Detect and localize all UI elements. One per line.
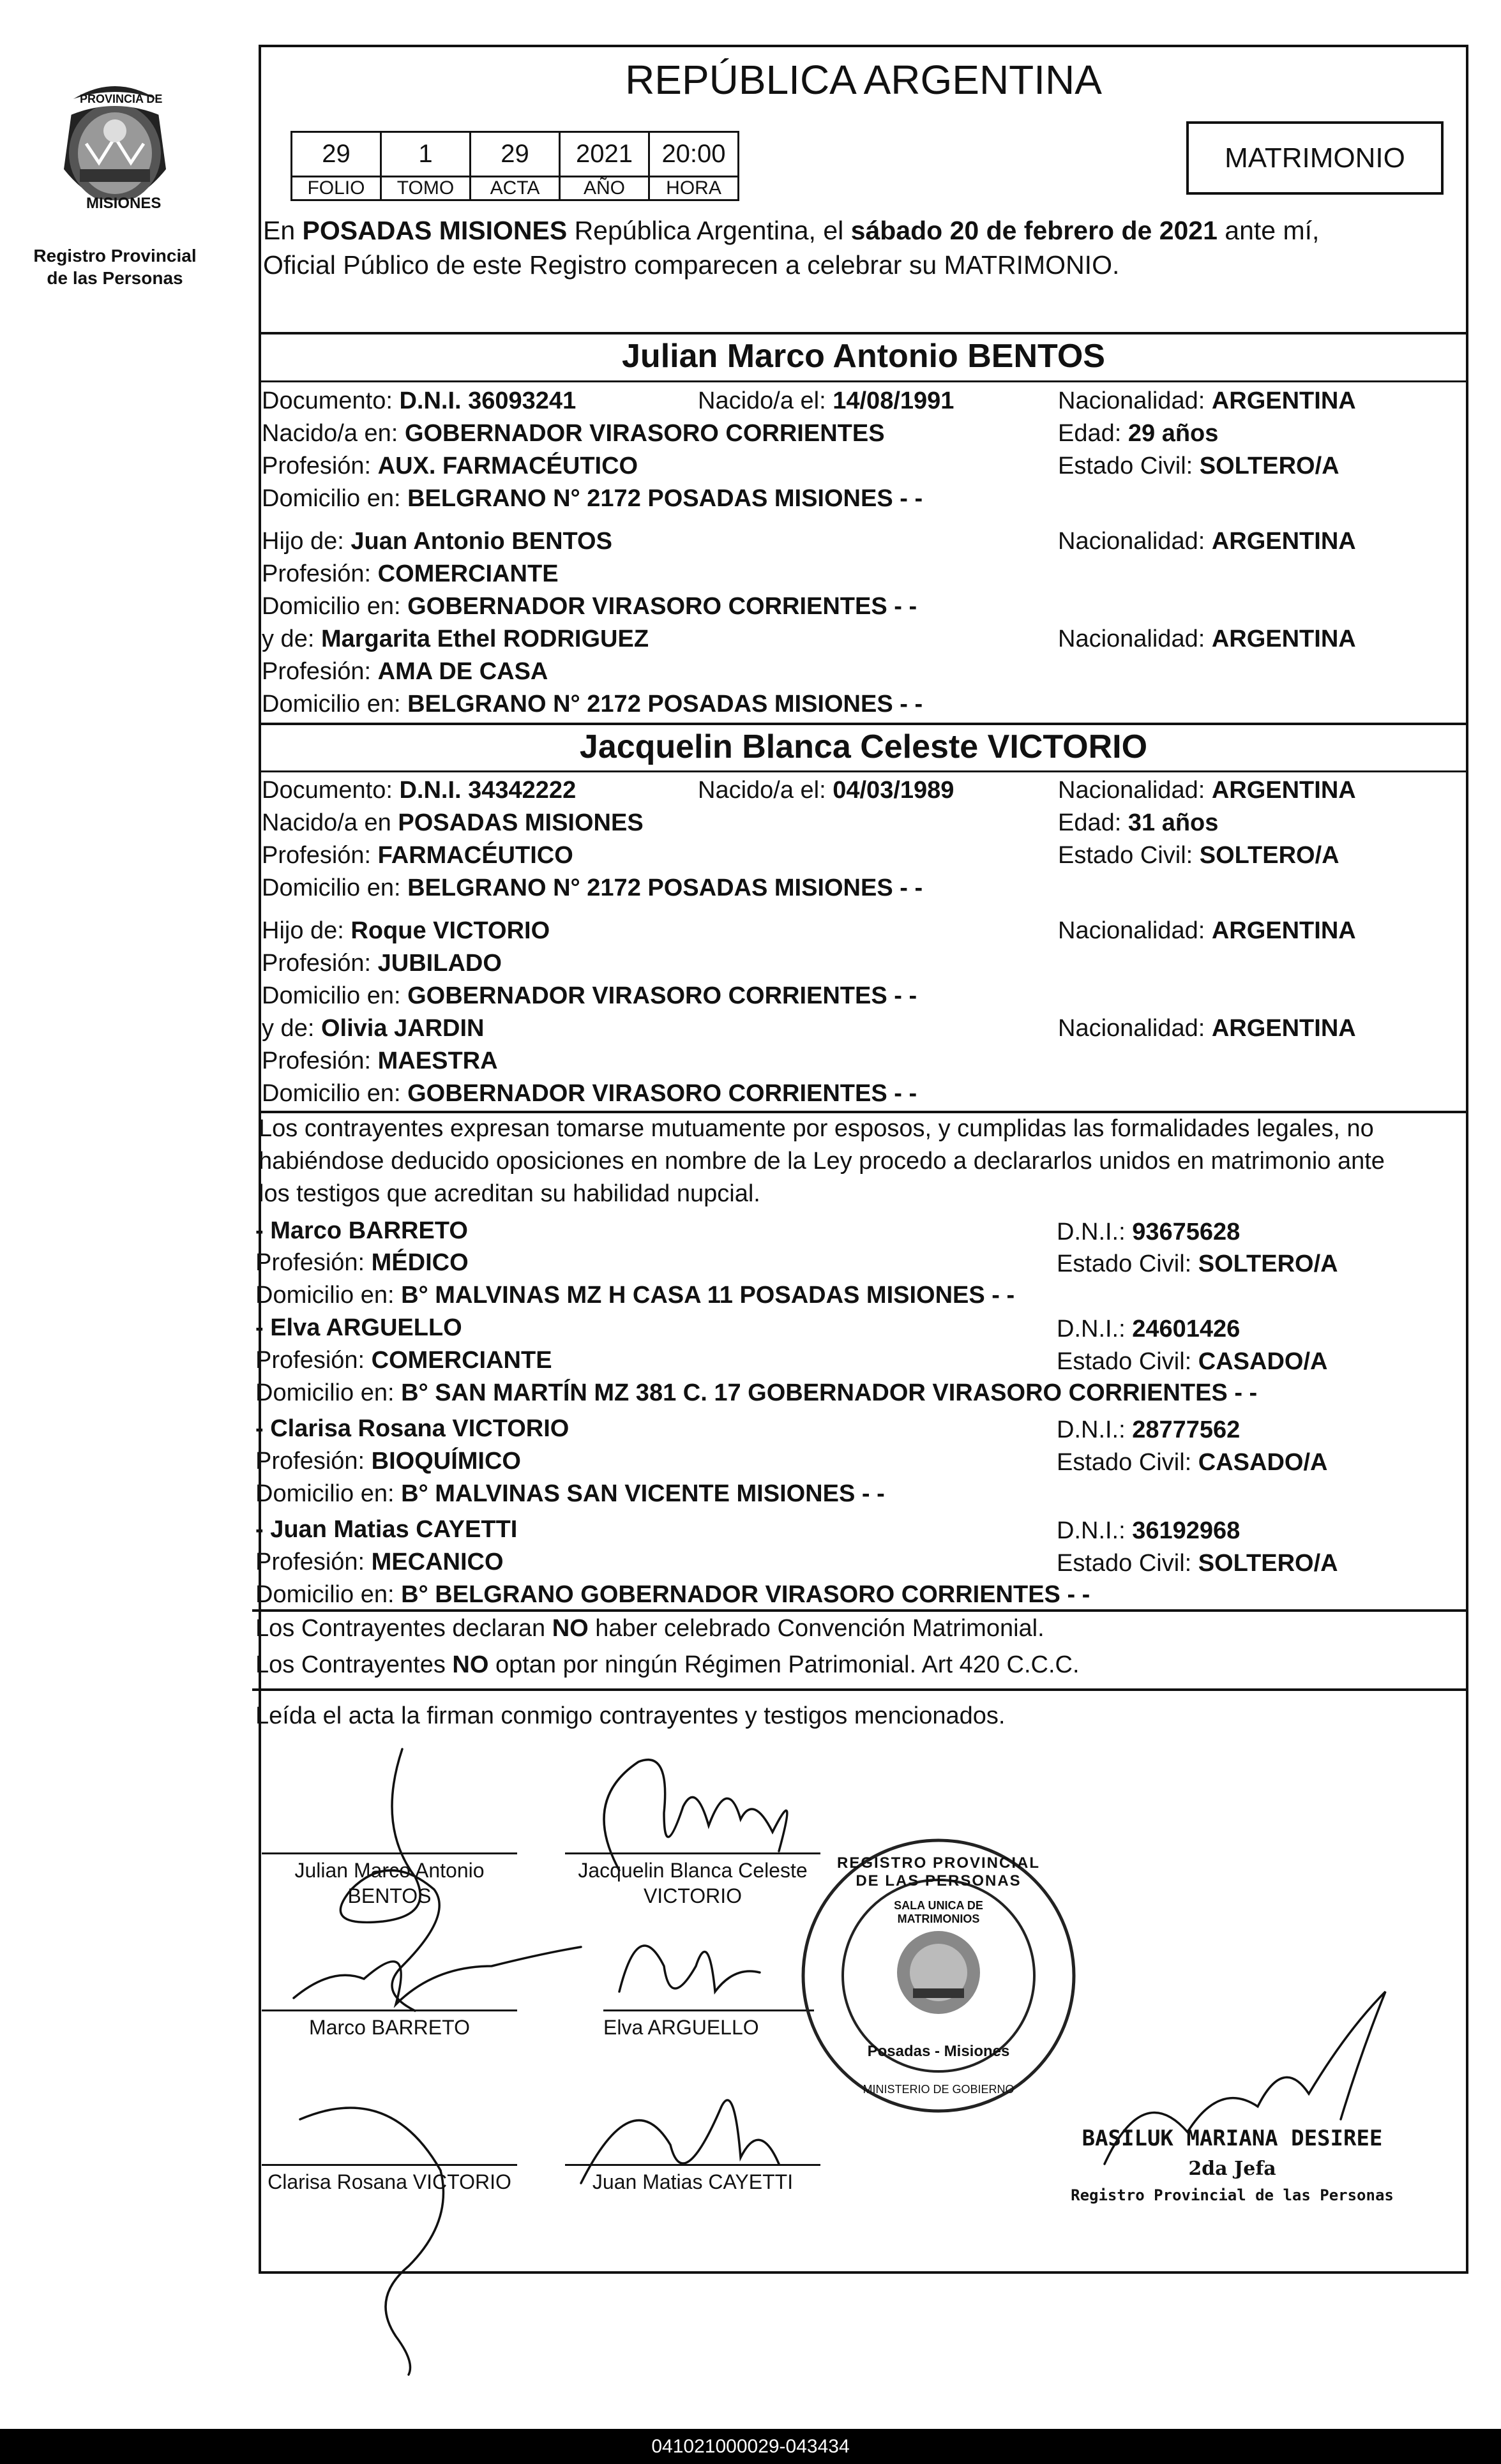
value: GOBERNADOR VIRASORO CORRIENTES - - xyxy=(407,982,917,1009)
value: JUBILADO xyxy=(377,950,502,977)
value: CASADO/A xyxy=(1198,1348,1328,1375)
label: Edad: xyxy=(1058,420,1122,447)
field-folio-label: FOLIO xyxy=(290,176,382,201)
label: Profesión: xyxy=(255,1249,365,1276)
value: B° MALVINAS MZ H CASA 11 POSADAS MISIONES - - xyxy=(401,1282,1015,1309)
label: D.N.I.: xyxy=(1057,1316,1126,1342)
intro-date: sábado 20 de febrero de 2021 xyxy=(850,216,1218,245)
witness-3-dom xyxy=(255,1479,885,1508)
convention-line-2 xyxy=(255,1650,1080,1679)
label: D.N.I.: xyxy=(1057,1416,1126,1443)
value: 14/08/1991 xyxy=(833,387,954,414)
label: Nacionalidad: xyxy=(1058,626,1205,652)
label: y de: xyxy=(262,626,315,652)
label: Estado Civil: xyxy=(1057,1449,1192,1476)
divider xyxy=(259,1111,1468,1113)
value: SOLTERO/A xyxy=(1199,842,1339,869)
declaration-line-3: los testigos que acreditan su habilidad nupcial. xyxy=(259,1180,760,1207)
label: Documento: xyxy=(262,387,393,414)
signature-barreto xyxy=(294,1947,581,2004)
sig-2-line-a: Jacquelin Blanca Celeste xyxy=(578,1859,808,1882)
c1-father xyxy=(262,527,612,556)
intro-line-1 xyxy=(263,216,1319,245)
witness-4-dom xyxy=(255,1580,1090,1609)
c2-mother-nat xyxy=(1058,1014,1356,1043)
value: Juan Antonio BENTOS xyxy=(351,528,612,555)
label: Profesión: xyxy=(262,658,372,685)
footer-code: 041021000029-043434 xyxy=(651,2436,850,2457)
signature-bentos xyxy=(340,1749,439,2011)
sig-1-line-b: BENTOS xyxy=(347,1884,432,1907)
field-anio-value: 2021 xyxy=(559,131,650,177)
contrayente1-name: Julian Marco Antonio BENTOS xyxy=(622,338,1105,375)
logo-emblem-bottom: MISIONES xyxy=(86,195,162,212)
sig-1-line-a: Julian Marco Antonio xyxy=(294,1859,485,1882)
c1-prof xyxy=(262,451,638,481)
official-stamp xyxy=(798,1835,1079,2116)
c2-civil xyxy=(1058,841,1339,870)
c2-age xyxy=(1058,808,1218,838)
value: D.N.I. 34342222 xyxy=(399,777,577,804)
label: D.N.I.: xyxy=(1057,1219,1126,1245)
witness-1-civil xyxy=(1057,1249,1338,1279)
value: ARGENTINA xyxy=(1211,387,1356,414)
value: D.N.I. 36093241 xyxy=(399,387,577,414)
logo-emblem-top: PROVINCIA DE xyxy=(80,93,163,105)
witness-4-prof xyxy=(255,1547,504,1577)
c1-nat xyxy=(1058,386,1356,416)
c2-dom xyxy=(262,873,923,903)
intro-line-2: Oficial Público de este Registro comparecen a celebrar su MATRIMONIO. xyxy=(263,250,1120,280)
contrayente2-name: Jacquelin Blanca Celeste VICTORIO xyxy=(579,728,1148,765)
declaration-line-1: Los contrayentes expresan tomarse mutuamente por esposos, y cumplidas las formalidades legales, no xyxy=(259,1115,1374,1142)
label: Profesión: xyxy=(262,453,372,479)
label: Nacionalidad: xyxy=(1058,387,1205,414)
province-logo xyxy=(35,73,195,233)
value: B° SAN MARTÍN MZ 381 C. 17 GOBERNADOR VIRASORO CORRIENTES - - xyxy=(401,1379,1258,1406)
page-title: REPÚBLICA ARGENTINA xyxy=(625,57,1102,103)
witness-2-name: - Elva ARGUELLO xyxy=(255,1314,462,1341)
value: SOLTERO/A xyxy=(1199,453,1339,479)
c1-age xyxy=(1058,419,1218,448)
c2-mother xyxy=(262,1014,484,1043)
divider xyxy=(259,770,1468,772)
intro-text: ante mí, xyxy=(1217,216,1320,245)
divider xyxy=(252,1609,1468,1612)
c2-born xyxy=(698,776,954,805)
value: BELGRANO N° 2172 POSADAS MISIONES - - xyxy=(407,485,923,512)
stamp-bottom-text: Posadas - Misiones xyxy=(867,2043,1010,2060)
field-hora-label: HORA xyxy=(648,176,739,201)
c1-mother xyxy=(262,624,649,654)
value: 29 años xyxy=(1128,420,1219,447)
value: GOBERNADOR VIRASORO CORRIENTES xyxy=(404,420,885,447)
stamp-inner-text: SALA UNICA DE MATRIMONIOS xyxy=(894,1899,983,1925)
sig-4-label: Elva ARGUELLO xyxy=(603,2016,759,2039)
value: SOLTERO/A xyxy=(1198,1251,1338,1277)
text: haber celebrado Convención Matrimonial. xyxy=(588,1615,1045,1642)
stamp-ministry: MINISTERIO DE GOBIERNO xyxy=(863,2083,1014,2096)
c1-dom xyxy=(262,484,923,513)
text: optan por ningún Régimen Patrimonial. Art 420 C.C.C. xyxy=(488,1651,1080,1678)
c2-mother-prof xyxy=(262,1046,498,1076)
footer-bar xyxy=(0,2429,1501,2464)
label: Hijo de: xyxy=(262,917,344,944)
c1-doc xyxy=(262,386,576,416)
label: Estado Civil: xyxy=(1057,1251,1192,1277)
value: Margarita Ethel RODRIGUEZ xyxy=(321,626,649,652)
label: Estado Civil: xyxy=(1058,453,1193,479)
value: MECANICO xyxy=(371,1549,504,1575)
label: y de: xyxy=(262,1015,315,1042)
official-name: BASILUK MARIANA DESIREE xyxy=(1082,2126,1383,2151)
c2-father xyxy=(262,916,550,945)
label: Profesión: xyxy=(255,1448,365,1475)
value: ARGENTINA xyxy=(1211,1015,1356,1042)
value: FARMACÉUTICO xyxy=(377,842,573,869)
value: BELGRANO N° 2172 POSADAS MISIONES - - xyxy=(407,875,923,901)
value: ARGENTINA xyxy=(1211,917,1356,944)
sig-2-line-b: VICTORIO xyxy=(643,1884,743,1907)
value: COMERCIANTE xyxy=(377,560,559,587)
label: Domicilio en: xyxy=(255,1282,395,1309)
field-acta-label: ACTA xyxy=(469,176,561,201)
declaration-line-2: habiéndose deducido oposiciones en nombre de la Ley procedo a declararlos unidos en matrimonio ante xyxy=(259,1148,1385,1175)
label: Nacido/a en: xyxy=(262,420,398,447)
label: Profesión: xyxy=(262,560,372,587)
sig-6-label: Juan Matias CAYETTI xyxy=(592,2170,794,2193)
intro-text: En xyxy=(263,216,303,245)
witness-3-civil xyxy=(1057,1448,1327,1477)
label: Profesión: xyxy=(255,1549,365,1575)
witness-2-civil xyxy=(1057,1347,1327,1376)
label: Profesión: xyxy=(262,1048,372,1074)
value: GOBERNADOR VIRASORO CORRIENTES - - xyxy=(407,1080,917,1107)
signature-cayetti xyxy=(581,2100,779,2183)
witness-1-dni xyxy=(1057,1217,1240,1247)
label: Domicilio en: xyxy=(262,593,401,620)
label: Estado Civil: xyxy=(1057,1550,1192,1577)
witness-4-name: - Juan Matias CAYETTI xyxy=(255,1516,518,1543)
label: D.N.I.: xyxy=(1057,1517,1126,1544)
value: CASADO/A xyxy=(1198,1449,1328,1476)
label: Estado Civil: xyxy=(1057,1348,1192,1375)
value: 28777562 xyxy=(1132,1416,1241,1443)
c1-father-prof xyxy=(262,559,559,589)
label: Domicilio en: xyxy=(262,485,401,512)
label: Nacido/a el: xyxy=(698,777,826,804)
intro-place: POSADAS MISIONES xyxy=(302,216,568,245)
sig-3-label: Marco BARRETO xyxy=(309,2016,470,2039)
c1-father-dom xyxy=(262,592,917,621)
field-acta-value: 29 xyxy=(469,131,561,177)
value: POSADAS MISIONES xyxy=(398,809,644,836)
emphasis: NO xyxy=(452,1651,489,1678)
value: B° MALVINAS SAN VICENTE MISIONES - - xyxy=(401,1480,885,1507)
field-folio-value: 29 xyxy=(290,131,382,177)
c1-civil xyxy=(1058,451,1339,481)
text: Los Contrayentes declaran xyxy=(255,1615,552,1642)
c2-doc xyxy=(262,776,576,805)
record-type-box: MATRIMONIO xyxy=(1186,121,1444,195)
value: BELGRANO N° 2172 POSADAS MISIONES - - xyxy=(407,691,923,717)
logo-caption-1: Registro Provincial xyxy=(33,246,197,266)
witness-1-prof xyxy=(255,1248,469,1277)
witness-1-dom xyxy=(255,1281,1014,1310)
label: Profesión: xyxy=(262,842,372,869)
value: ARGENTINA xyxy=(1211,528,1356,555)
value: 93675628 xyxy=(1132,1219,1241,1245)
label: Edad: xyxy=(1058,809,1122,836)
value: 36192968 xyxy=(1132,1517,1241,1544)
c1-mother-nat xyxy=(1058,624,1356,654)
field-anio-label: AÑO xyxy=(559,176,650,201)
label: Profesión: xyxy=(255,1347,365,1374)
witness-4-dni xyxy=(1057,1516,1240,1545)
convention-line-1 xyxy=(255,1614,1045,1643)
witness-3-name: - Clarisa Rosana VICTORIO xyxy=(255,1415,569,1442)
official-title: 2da Jefa xyxy=(1188,2158,1276,2180)
value: 24601426 xyxy=(1132,1316,1241,1342)
label: Documento: xyxy=(262,777,393,804)
label: Domicilio en: xyxy=(255,1480,395,1507)
signature-rosana xyxy=(300,2108,443,2375)
text: Los Contrayentes xyxy=(255,1651,453,1678)
c1-mother-prof xyxy=(262,657,548,686)
emphasis: NO xyxy=(552,1615,589,1642)
signature-victorio xyxy=(604,1760,787,1870)
witness-4-civil xyxy=(1057,1549,1338,1578)
c2-place xyxy=(262,808,644,838)
c1-mother-dom xyxy=(262,689,923,719)
value: SOLTERO/A xyxy=(1198,1550,1338,1577)
c2-father-dom xyxy=(262,981,917,1010)
logo-caption-2: de las Personas xyxy=(47,268,183,288)
witness-2-dni xyxy=(1057,1314,1240,1344)
label: Domicilio en: xyxy=(262,982,401,1009)
c2-father-prof xyxy=(262,949,502,978)
witness-3-prof xyxy=(255,1446,521,1476)
label: Nacionalidad: xyxy=(1058,777,1205,804)
c1-born xyxy=(698,386,954,416)
value: AMA DE CASA xyxy=(377,658,548,685)
value: B° BELGRANO GOBERNADOR VIRASORO CORRIENTES - - xyxy=(401,1581,1090,1608)
witness-1-name: - Marco BARRETO xyxy=(255,1217,468,1244)
c1-place xyxy=(262,419,885,448)
c2-father-nat xyxy=(1058,916,1356,945)
label: Nacionalidad: xyxy=(1058,917,1205,944)
value: GOBERNADOR VIRASORO CORRIENTES - - xyxy=(407,593,917,620)
value: 04/03/1989 xyxy=(833,777,954,804)
label: Profesión: xyxy=(262,950,372,977)
intro-text: República Argentina, el xyxy=(567,216,851,245)
value: 31 años xyxy=(1128,809,1219,836)
label: Nacionalidad: xyxy=(1058,528,1205,555)
value: Olivia JARDIN xyxy=(321,1015,485,1042)
label: Nacido/a el: xyxy=(698,387,826,414)
label: Estado Civil: xyxy=(1058,842,1193,869)
signature-arguello xyxy=(619,1946,760,1992)
label: Domicilio en: xyxy=(262,875,401,901)
field-hora-value: 20:00 xyxy=(648,131,739,177)
label: Nacido/a en xyxy=(262,809,391,836)
value: MAESTRA xyxy=(377,1048,498,1074)
label: Domicilio en: xyxy=(255,1581,395,1608)
witness-3-dni xyxy=(1057,1415,1240,1445)
c2-nat xyxy=(1058,776,1356,805)
divider xyxy=(259,723,1468,725)
field-tomo-value: 1 xyxy=(380,131,471,177)
divider xyxy=(259,332,1468,334)
label: Domicilio en: xyxy=(262,691,401,717)
value: AUX. FARMACÉUTICO xyxy=(377,453,638,479)
c2-prof xyxy=(262,841,573,870)
divider xyxy=(252,1688,1468,1691)
label: Domicilio en: xyxy=(262,1080,401,1107)
label: Hijo de: xyxy=(262,528,344,555)
c2-mother-dom xyxy=(262,1079,917,1108)
divider xyxy=(259,380,1468,382)
witness-2-prof xyxy=(255,1346,552,1375)
label: Nacionalidad: xyxy=(1058,1015,1205,1042)
field-tomo-label: TOMO xyxy=(380,176,471,201)
value: ARGENTINA xyxy=(1211,777,1356,804)
value: Roque VICTORIO xyxy=(351,917,550,944)
value: COMERCIANTE xyxy=(371,1347,552,1374)
value: BIOQUÍMICO xyxy=(371,1448,521,1475)
label: Domicilio en: xyxy=(255,1379,395,1406)
witness-2-dom xyxy=(255,1378,1257,1408)
value: MÉDICO xyxy=(371,1249,469,1276)
closing-text: Leída el acta la firman conmigo contrayentes y testigos mencionados. xyxy=(255,1702,1006,1729)
c1-father-nat xyxy=(1058,527,1356,556)
official-office: Registro Provincial de las Personas xyxy=(1071,2186,1394,2204)
value: ARGENTINA xyxy=(1211,626,1356,652)
stamp-ring-text: REGISTRO PROVINCIAL DE LAS PERSONAS xyxy=(836,1854,1041,1889)
sig-5-label: Clarisa Rosana VICTORIO xyxy=(268,2170,511,2193)
